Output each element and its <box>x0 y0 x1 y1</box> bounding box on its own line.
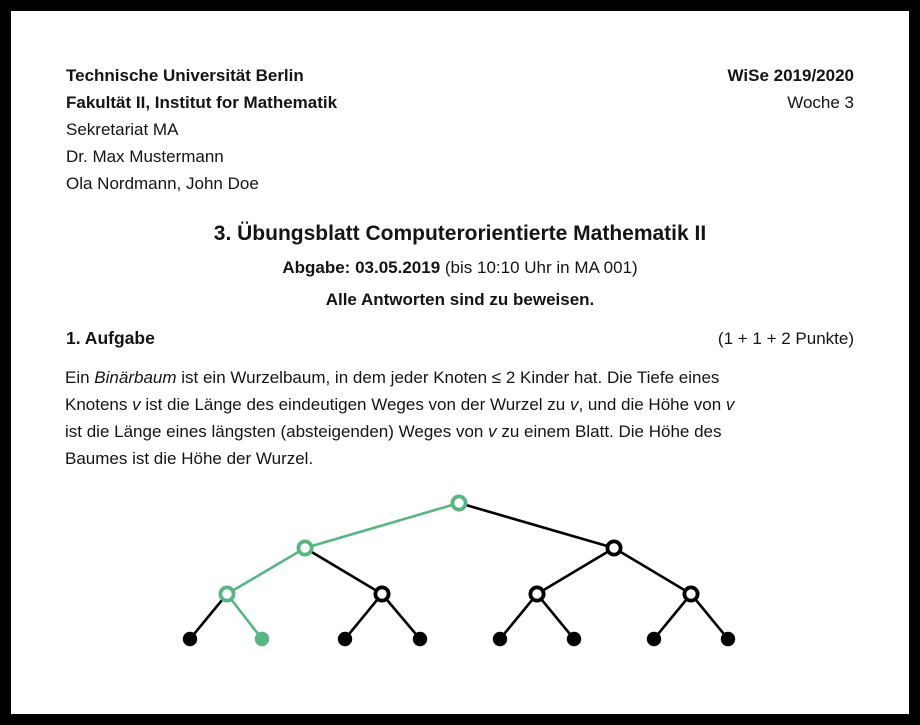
text-segment: , und die Höhe von <box>578 395 726 414</box>
header-left-block <box>66 62 337 197</box>
tree-inner-node <box>375 587 388 600</box>
italic-term: v <box>488 422 497 441</box>
text-segment: ist die Länge eines längsten (absteigenden) Weges von <box>65 422 489 441</box>
tree-inner-node <box>607 541 620 554</box>
tree-inner-node-highlighted <box>298 541 311 554</box>
exercise-header-row <box>66 328 854 349</box>
italic-term: v <box>569 395 579 414</box>
binary-tree-figure <box>150 478 770 663</box>
text-segment: Knotens <box>65 395 133 414</box>
tree-leaf-node <box>647 632 661 646</box>
tree-edge <box>537 548 614 594</box>
tree-leaf-node <box>493 632 507 646</box>
tree-inner-node <box>530 587 543 600</box>
tree-edge <box>459 503 614 548</box>
tree-inner-node <box>684 587 697 600</box>
paragraph-line <box>65 418 860 445</box>
note-line: Alle Antworten sind zu beweisen. <box>325 290 595 309</box>
paragraph-line <box>65 445 860 472</box>
paragraph-line <box>65 391 860 418</box>
exercise-label: 1. Aufgabe <box>66 328 155 348</box>
exercise-paragraph <box>65 364 860 472</box>
tree-leaf-node <box>567 632 581 646</box>
tree-inner-node-highlighted <box>452 496 465 509</box>
header-left-line: Ola Nordmann, John Doe <box>66 174 259 193</box>
tree-leaf-node <box>183 632 197 646</box>
tree-edge <box>537 594 574 639</box>
tree-edge <box>500 594 537 639</box>
tree-edge <box>345 594 382 639</box>
tree-leaf-node-highlighted <box>255 632 269 646</box>
italic-term: Binärbaum <box>94 368 177 387</box>
tree-edge <box>382 594 420 639</box>
paragraph-line <box>65 364 860 391</box>
text-segment: zu einem Blatt. Die Höhe des <box>496 422 722 441</box>
header-right-block <box>728 62 855 116</box>
italic-term: v <box>132 395 141 414</box>
tree-edge <box>190 594 227 639</box>
tree-leaf-node <box>413 632 427 646</box>
tree-inner-node-highlighted <box>220 587 233 600</box>
header-right-line: Woche 3 <box>787 93 854 112</box>
document-title: 3. Übungsblatt Computerorientierte Mathematik II <box>213 222 707 245</box>
text-segment: Baumes ist die Höhe der Wurzel. <box>65 449 314 468</box>
italic-term: v <box>725 395 735 414</box>
submission-details: (bis 10:10 Uhr in MA 001) <box>440 258 638 277</box>
text-segment: ist ein Wurzelbaum, in dem jeder Knoten ≤ 2 Kinder hat. Die Tiefe eines <box>176 368 720 387</box>
header-left-line: Fakultät II, Institut for Mathematik <box>66 93 338 112</box>
tree-edge-highlighted <box>305 503 459 548</box>
tree-edge <box>305 548 382 594</box>
tree-edge <box>654 594 691 639</box>
tree-edge <box>614 548 691 594</box>
header-right-line: WiSe 2019/2020 <box>727 66 854 85</box>
header-left-line: Sekretariat MA <box>66 120 179 139</box>
tree-leaf-node <box>338 632 352 646</box>
exercise-points: (1 + 1 + 2 Punkte) <box>717 329 854 348</box>
tree-edge <box>691 594 728 639</box>
submission-deadline: Abgabe: 03.05.2019 <box>282 258 441 277</box>
text-segment: Ein <box>65 368 95 387</box>
submission-line <box>0 258 920 278</box>
tree-edge-highlighted <box>227 594 262 639</box>
tree-edge-highlighted <box>227 548 305 594</box>
tree-leaf-node <box>721 632 735 646</box>
header-left-line: Dr. Max Mustermann <box>66 147 224 166</box>
header-left-line: Technische Universität Berlin <box>66 66 304 85</box>
text-segment: ist die Länge des eindeutigen Weges von der Wurzel zu <box>140 395 570 414</box>
